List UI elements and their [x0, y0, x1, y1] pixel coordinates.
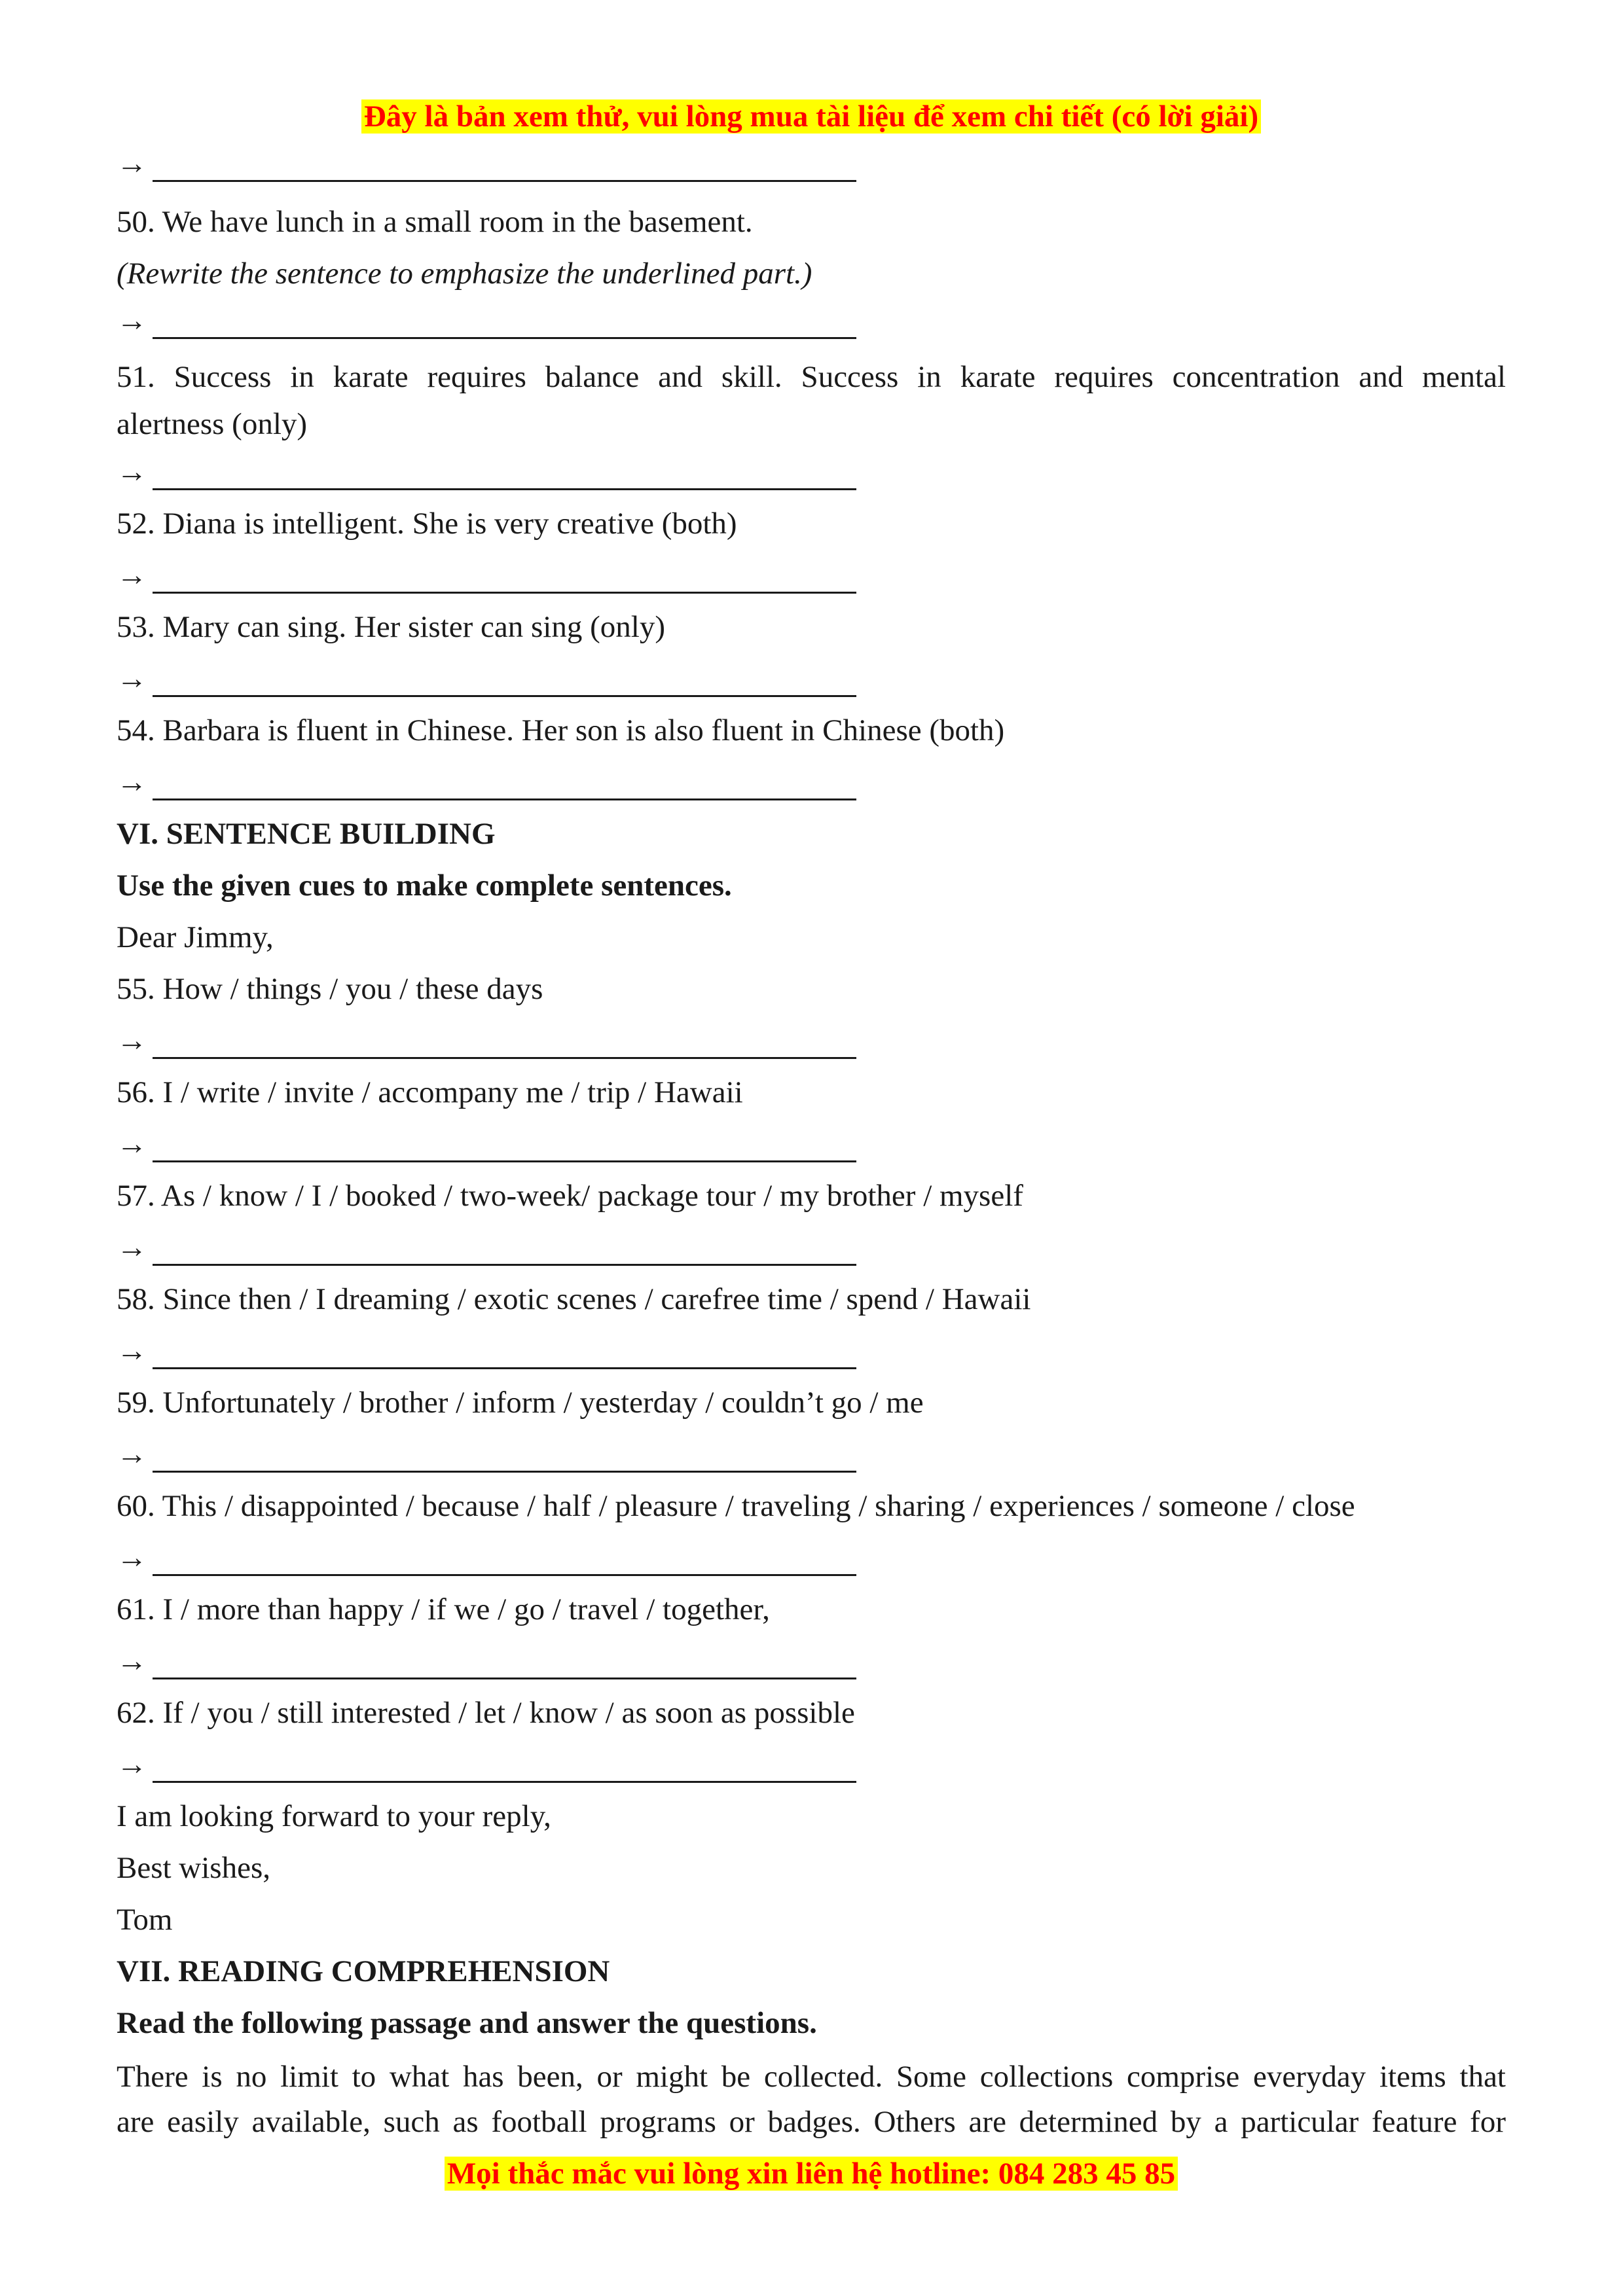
answer-blank[interactable]	[153, 1132, 856, 1162]
answer-blank[interactable]	[153, 1649, 856, 1679]
answer-line-50[interactable]	[117, 302, 856, 339]
question-51-line-2: alertness (only)	[117, 407, 308, 441]
question-53: 53. Mary can sing. Her sister can sing (only)	[117, 610, 665, 644]
preview-notice-text: Đây là bản xem thử, vui lòng mua tài liệu để xem chi tiết (có lời giải)	[361, 99, 1261, 134]
passage-line-2: are easily available, such as football programs or badges. Others are determined by a particular feature for	[117, 2105, 1506, 2139]
hotline-notice-banner	[117, 2155, 1506, 2192]
letter-closing-1: I am looking forward to your reply,	[117, 1799, 551, 1833]
answer-line-54[interactable]	[117, 764, 856, 800]
answer-line-55[interactable]	[117, 1022, 856, 1059]
arrow-icon: →	[117, 147, 147, 181]
question-52: 52. Diana is intelligent. She is very creative (both)	[117, 507, 737, 541]
arrow-icon: →	[117, 1541, 147, 1575]
answer-line-57[interactable]	[117, 1229, 856, 1266]
section-6-heading: VI. SENTENCE BUILDING	[117, 817, 496, 851]
answer-line-49[interactable]	[117, 145, 856, 182]
section-7-instruction: Read the following passage and answer the questions.	[117, 2006, 817, 2040]
arrow-icon: →	[117, 662, 147, 696]
passage-line-1: There is no limit to what has been, or might be collected. Some collections comprise everyday items that	[117, 2060, 1506, 2094]
question-57: 57. As / know / I / booked / two-week/ package tour / my brother / myself	[117, 1179, 1023, 1213]
answer-line-58[interactable]	[117, 1333, 856, 1369]
answer-line-51[interactable]	[117, 454, 856, 490]
letter-greeting: Dear Jimmy,	[117, 920, 274, 954]
arrow-icon: →	[117, 1644, 147, 1678]
question-50: 50. We have lunch in a small room in the basement.	[117, 205, 753, 239]
arrow-icon: →	[117, 1024, 147, 1058]
answer-line-53[interactable]	[117, 660, 856, 697]
arrow-icon: →	[117, 1334, 147, 1368]
answer-blank[interactable]	[153, 1545, 856, 1576]
answer-blank[interactable]	[153, 308, 856, 339]
arrow-icon: →	[117, 455, 147, 489]
question-56: 56. I / write / invite / accompany me / trip / Hawaii	[117, 1075, 743, 1109]
question-50-instruction: (Rewrite the sentence to emphasize the underlined part.)	[117, 257, 812, 291]
answer-blank[interactable]	[153, 1235, 856, 1266]
arrow-icon: →	[117, 1748, 147, 1782]
arrow-icon: →	[117, 1127, 147, 1161]
preview-notice-banner	[117, 98, 1506, 135]
arrow-icon: →	[117, 765, 147, 799]
answer-line-62[interactable]	[117, 1746, 856, 1783]
question-55: 55. How / things / you / these days	[117, 972, 543, 1006]
answer-blank[interactable]	[153, 1442, 856, 1473]
answer-blank[interactable]	[153, 1028, 856, 1059]
question-58: 58. Since then / I dreaming / exotic scenes / carefree time / spend / Hawaii	[117, 1282, 1031, 1316]
arrow-icon: →	[117, 1230, 147, 1265]
hotline-notice-text: Mọi thắc mắc vui lòng xin liên hệ hotline: 084 283 45 85	[445, 2157, 1178, 2191]
question-61: 61. I / more than happy / if we / go / travel / together,	[117, 1592, 770, 1626]
answer-line-52[interactable]	[117, 557, 856, 594]
question-60: 60. This / disappointed / because / half / pleasure / traveling / sharing / experiences / someone / close	[117, 1489, 1355, 1523]
question-54: 54. Barbara is fluent in Chinese. Her son is also fluent in Chinese (both)	[117, 713, 1005, 747]
section-6-instruction: Use the given cues to make complete sentences.	[117, 869, 732, 903]
answer-blank[interactable]	[153, 1752, 856, 1783]
answer-line-56[interactable]	[117, 1126, 856, 1162]
section-7-heading: VII. READING COMPREHENSION	[117, 1954, 610, 1988]
arrow-icon: →	[117, 1437, 147, 1471]
answer-blank[interactable]	[153, 151, 856, 182]
answer-blank[interactable]	[153, 563, 856, 594]
arrow-icon: →	[117, 558, 147, 592]
answer-line-61[interactable]	[117, 1643, 856, 1679]
question-59: 59. Unfortunately / brother / inform / yesterday / couldn’t go / me	[117, 1386, 924, 1420]
answer-blank[interactable]	[153, 770, 856, 800]
answer-blank[interactable]	[153, 666, 856, 697]
letter-signature: Tom	[117, 1903, 173, 1937]
answer-blank[interactable]	[153, 1338, 856, 1369]
question-51-line-1: 51. Success in karate requires balance and skill. Success in karate requires concentration and mental	[117, 360, 1506, 394]
answer-blank[interactable]	[153, 459, 856, 490]
letter-closing-2: Best wishes,	[117, 1851, 270, 1885]
question-62: 62. If / you / still interested / let / know / as soon as possible	[117, 1696, 855, 1730]
answer-line-59[interactable]	[117, 1436, 856, 1473]
answer-line-60[interactable]	[117, 1539, 856, 1576]
arrow-icon: →	[117, 304, 147, 338]
